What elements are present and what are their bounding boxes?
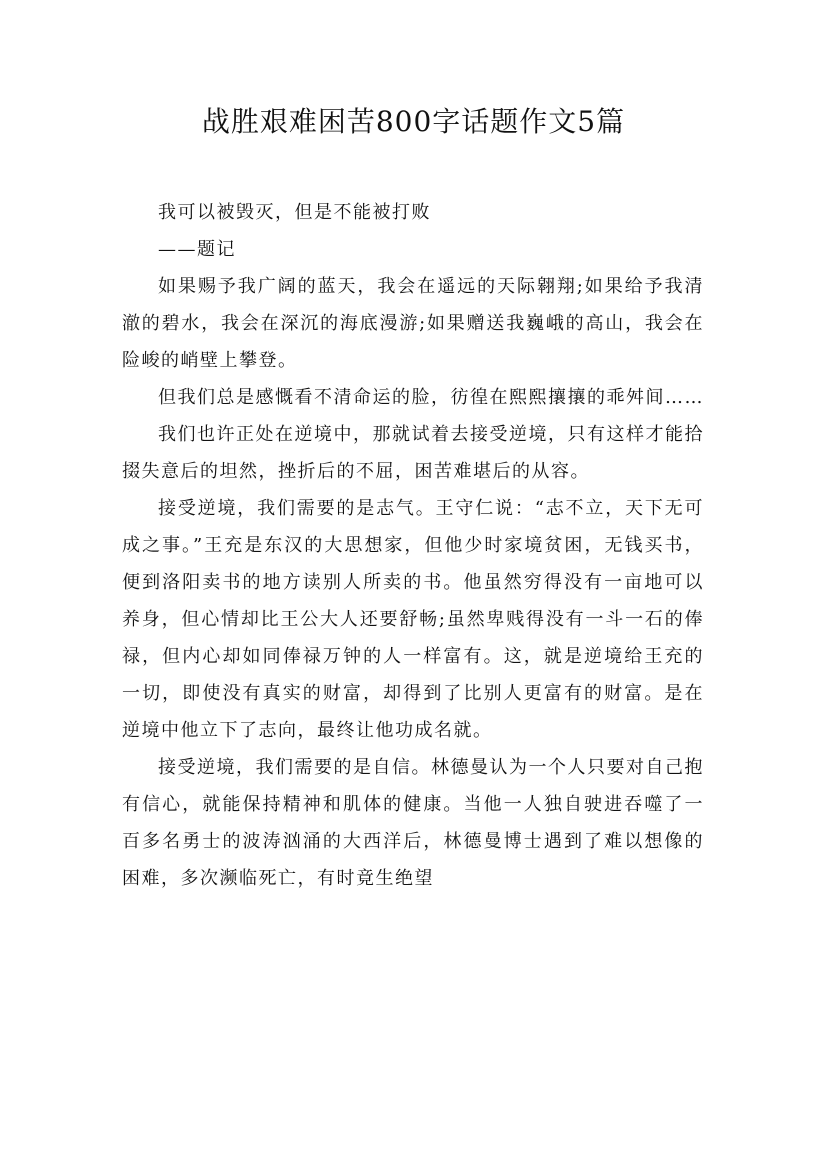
paragraph: 接受逆境，我们需要的是自信。林德曼认为一个人只要对自己抱有信心，就能保持精神和肌体的健康。当他一人独自驶进吞噬了一百多名勇士的波涛汹涌的大西洋后，林德曼博士遇到了难以想像的困难，多次濒临死亡，有时竟生绝望 xyxy=(122,757,704,889)
epigraph-attribution: ——题记 xyxy=(158,239,236,260)
document-title: 战胜艰难困苦800字话题作文5篇 xyxy=(201,105,626,138)
paragraph: 如果赐予我广阔的蓝天，我会在遥远的天际翱翔;如果给予我清澈的碧水，我会在深沉的海底漫游;如果赠送我巍峨的高山，我会在险峻的峭壁上攀登。 xyxy=(122,276,704,371)
paragraph: 我们也许正处在逆境中，那就试着去接受逆境，只有这样才能拾掇失意后的坦然，挫折后的不屈，困苦难堪后的从容。 xyxy=(122,424,704,482)
paragraph: 接受逆境，我们需要的是志气。王守仁说：“志不立，天下无可成之事。”王充是东汉的大思想家，但他少时家境贫困，无钱买书，便到洛阳卖书的地方读别人所卖的书。他虽然穷得没有一亩地可以养身，但心情却比王公大人还要舒畅;虽然卑贱得没有一斗一石的俸禄，但内心却如同俸禄万钟的人一样富有。这，就是逆境给王充的一切，即使没有真实的财富，却得到了比别人更富有的财富。是在逆境中他立下了志向，最终让他功成名就。 xyxy=(122,498,704,741)
epigraph: 我可以被毁灭，但是不能被打败 xyxy=(158,202,431,223)
paragraph: 但我们总是感慨看不清命运的脸，彷徨在熙熙攘攘的乖舛间…… xyxy=(158,387,704,408)
document-body xyxy=(122,194,704,897)
